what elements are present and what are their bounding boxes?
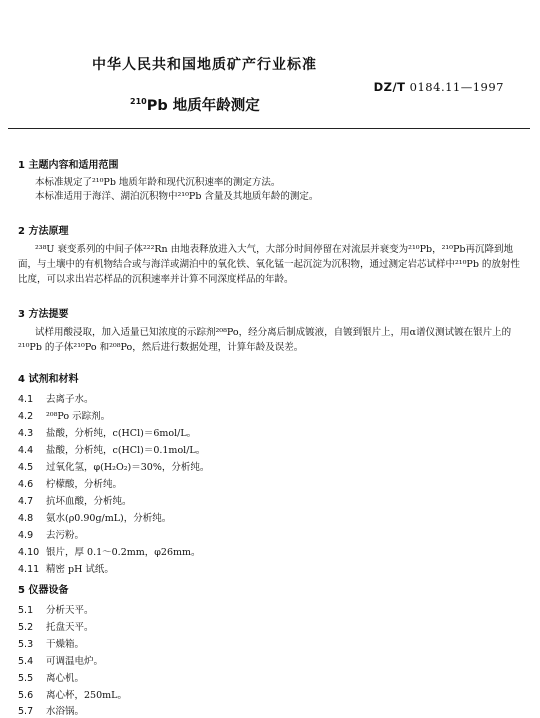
section-5-heading: 5 仪器设备 — [18, 585, 69, 596]
list-item — [18, 636, 84, 650]
section-1-paragraph-2: 本标准适用于海洋、湖泊沉积物中²¹⁰Pb 含量及其地质年龄的测定。 — [35, 191, 319, 202]
item-text: 盐酸，分析纯，c(HCl)＝6mol/L。 — [46, 428, 197, 439]
list-item — [18, 527, 84, 541]
list-item — [18, 561, 114, 575]
list-item — [18, 687, 127, 701]
list-item — [18, 670, 84, 684]
item-number: 4.11 — [18, 564, 40, 575]
code-number: 0184.11—1997 — [409, 80, 504, 94]
document-code — [374, 80, 504, 94]
item-text: ²⁰⁸Po 示踪剂。 — [46, 411, 111, 422]
item-text: 去污粉。 — [46, 530, 85, 541]
section-2-heading: 2 方法原理 — [18, 226, 69, 237]
item-text: 氨水(ρ0.90g/mL)，分析纯。 — [46, 513, 172, 524]
section-1-heading: 1 主题内容和适用范围 — [18, 160, 119, 171]
section-2-body — [18, 242, 528, 287]
item-text: 分析天平。 — [46, 605, 94, 616]
item-text: 精密 pH 试纸。 — [46, 564, 114, 575]
list-item — [18, 391, 94, 405]
code-prefix: DZ/T — [373, 80, 406, 94]
item-text: 过氧化氢，φ(H₂O₂)＝30%，分析纯。 — [46, 462, 210, 473]
list-item — [18, 442, 205, 456]
section-1-paragraph-1: 本标准规定了²¹⁰Pb 地质年龄和现代沉积速率的测定方法。 — [35, 177, 281, 188]
item-text: 水浴锅。 — [46, 706, 85, 717]
item-number: 4.5 — [18, 462, 34, 473]
item-number: 4.7 — [18, 496, 34, 507]
item-number: 4.3 — [18, 428, 34, 439]
header-divider — [8, 128, 530, 129]
list-item — [18, 544, 201, 558]
list-item — [18, 408, 110, 422]
item-text: 离心机。 — [46, 673, 85, 684]
item-text: 银片，厚 0.1～0.2mm，φ26mm。 — [46, 547, 201, 558]
item-text: 离心杯，250mL。 — [46, 690, 127, 701]
item-text: 抗坏血酸，分析纯。 — [46, 496, 132, 507]
list-item — [18, 476, 122, 490]
list-item — [18, 619, 94, 633]
item-number: 4.8 — [18, 513, 34, 524]
list-item — [18, 510, 171, 524]
list-item — [18, 653, 103, 667]
list-item — [18, 703, 84, 717]
list-item — [18, 459, 209, 473]
title-superscript: 210 — [130, 97, 147, 106]
item-number: 5.7 — [18, 706, 34, 717]
item-number: 4.4 — [18, 445, 34, 456]
item-number: 4.1 — [18, 394, 34, 405]
item-number: 5.4 — [18, 656, 34, 667]
item-number: 4.2 — [18, 411, 34, 422]
section-2-paragraph-1: ²³⁸U 衰变系列的中间子体²²²Rn 由地表释放进入大气，大部分时间停留在对流层并衰变为²¹⁰Pb，²¹⁰Pb再沉降到地面，与土壤中的有机物结合或与海洋或湖泊中的氧化铁、氧化锰一起沉淀为沉积物，通过测定岩芯试样中²¹⁰Pb 的放射性比度，可以求出岩芯样品的沉积速率并计算不同深度样品的年龄。 — [18, 244, 520, 285]
item-text: 盐酸，分析纯，c(HCl)＝0.1mol/L。 — [46, 445, 206, 456]
section-3-paragraph-1: 试样用酸浸取，加入适量已知浓度的示踪剂²⁰⁸Po，经分离后制成镀液，自镀到银片上，用α谱仪测试镀在银片上的²¹⁰Pb 的子体²¹⁰Po 和²⁰⁸Po，然后进行数据处理，计算年龄及误差。 — [18, 327, 512, 353]
item-number: 5.1 — [18, 605, 34, 616]
section-1-body — [18, 176, 528, 204]
item-text: 柠檬酸，分析纯。 — [46, 479, 123, 490]
item-number: 5.3 — [18, 639, 34, 650]
list-item — [18, 602, 94, 616]
item-text: 去离子水。 — [46, 394, 94, 405]
item-number: 5.2 — [18, 622, 34, 633]
item-text: 可调温电炉。 — [46, 656, 104, 667]
title-main: Pb 地质年龄测定 — [146, 98, 260, 114]
section-4-heading: 4 试剂和材料 — [18, 374, 79, 385]
item-number: 4.9 — [18, 530, 34, 541]
section-3-body — [18, 325, 528, 355]
item-text: 托盘天平。 — [46, 622, 94, 633]
item-number: 4.10 — [18, 547, 40, 558]
list-item — [18, 425, 196, 439]
item-text: 干燥箱。 — [46, 639, 85, 650]
item-number: 4.6 — [18, 479, 34, 490]
section-3-heading: 3 方法提要 — [18, 309, 69, 320]
standard-category: 中华人民共和国地质矿产行业标准 — [92, 57, 317, 73]
item-number: 5.6 — [18, 690, 34, 701]
item-number: 5.5 — [18, 673, 34, 684]
document-title — [130, 94, 260, 115]
list-item — [18, 493, 132, 507]
